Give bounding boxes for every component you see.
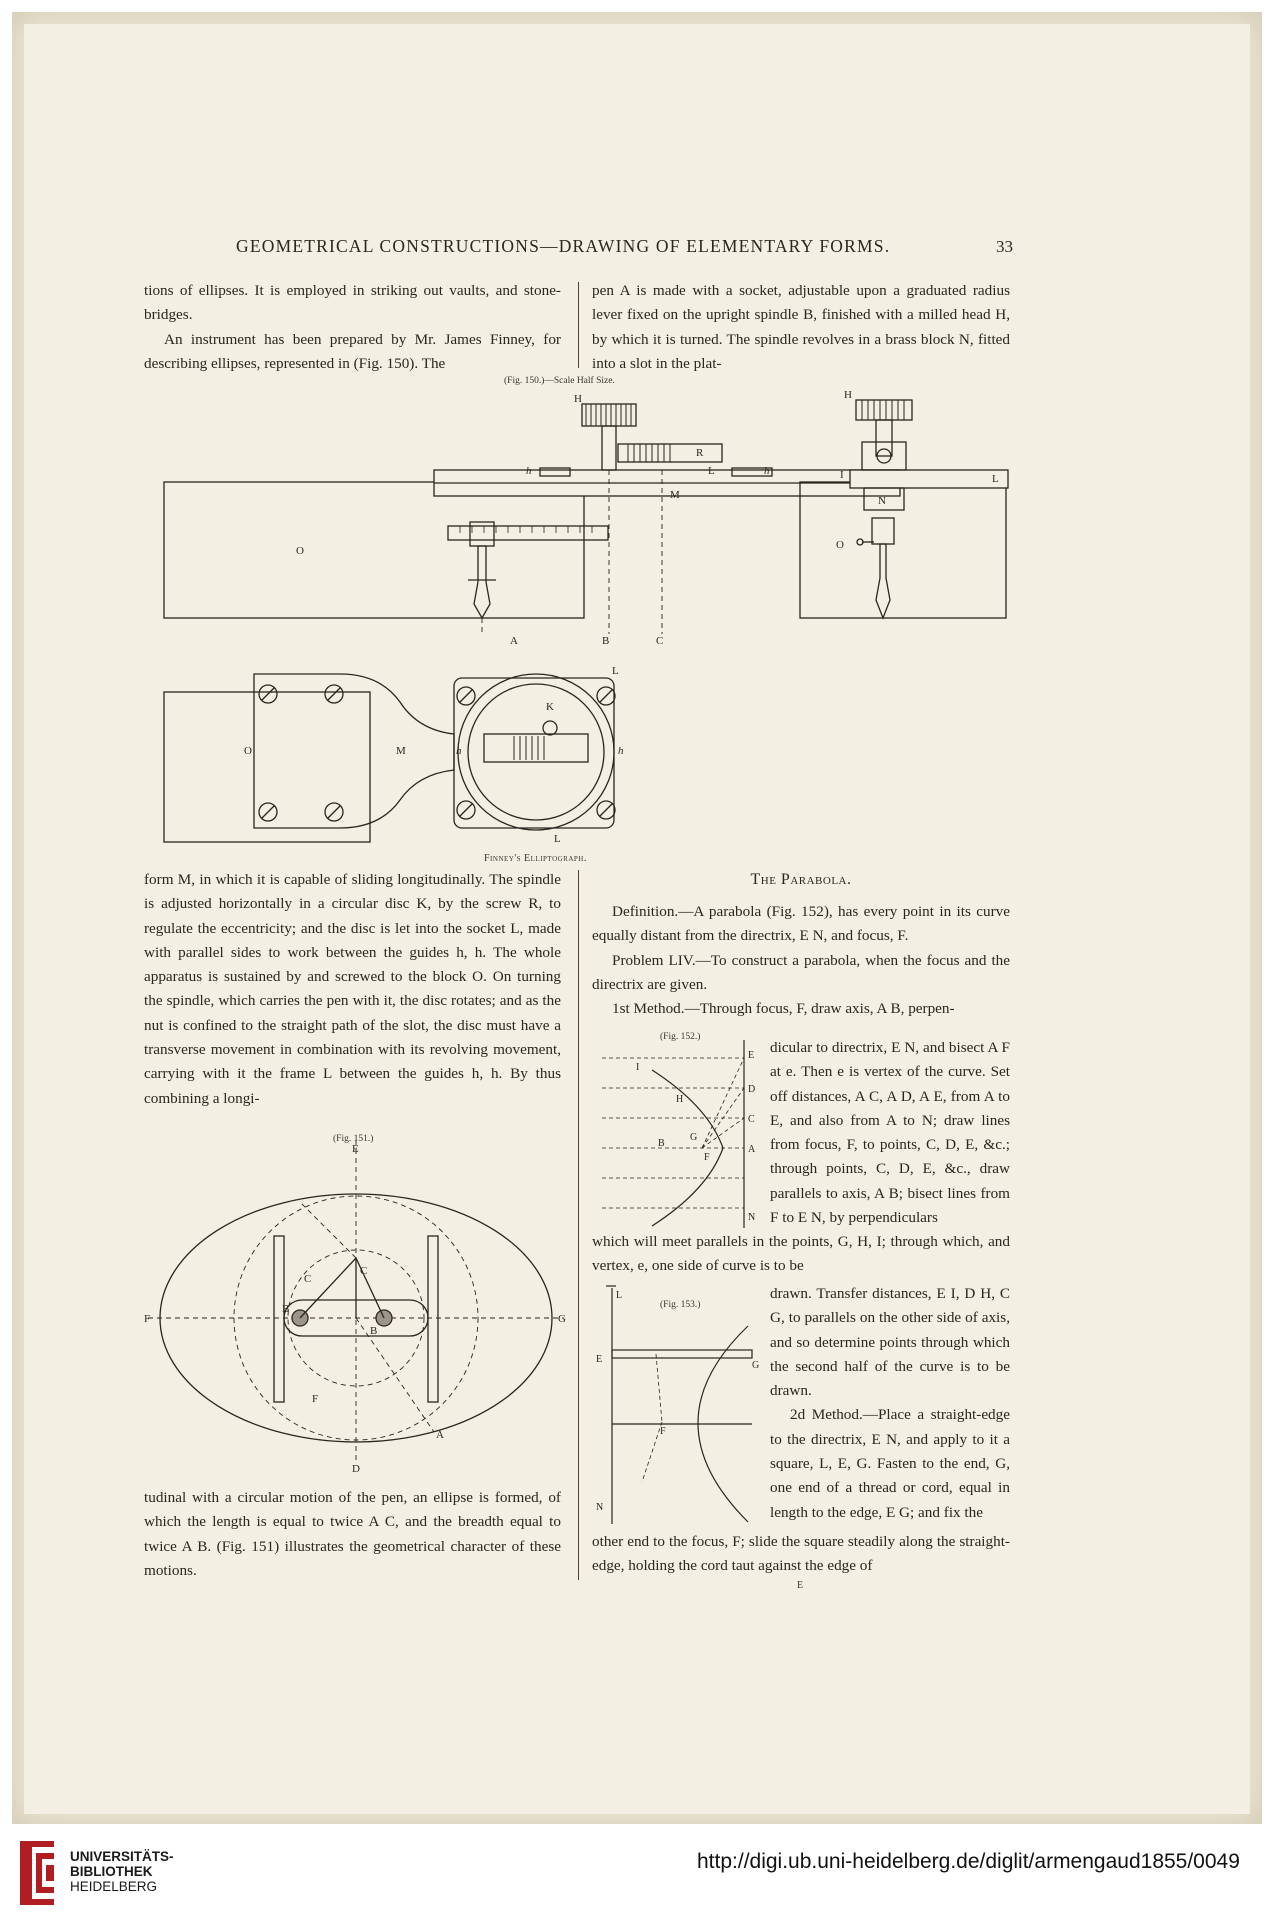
fig151-label-a: A [436,1429,444,1441]
left-column-para-1: form M, in which it is capable of sliding longitudinally. The spindle is adjusted horizontally in a circular disc K, by the screw R, to regulate the eccentricity; and the disc is let into the socket L, made with parallel sides to work between the guides h, h. The whole apparatus is sustained by and screwed to the block O. On turning the spindle, which carries the pen with it, the disc rotates; and as the nut is confined to the straight path of the slot, the disc must have a transverse movement in combination with its revolving movement, carrying with it the frame L between the guides h, h. By thus combining a longi- [144,871,561,1107]
fig150-label-i: I [840,469,844,481]
fig150-label-o-side: O [296,545,304,557]
fig150-socket-end [872,518,894,544]
fig151-guide-left [274,1236,284,1402]
fig152-label-i: I [636,1062,640,1073]
library-logo-icon [18,1839,58,1909]
fig152-label-f: F [704,1152,710,1163]
fig150-title: Finney's Elliptograph. [484,853,587,864]
fig150-block-o-end [800,482,1006,618]
fig151-label-c-lower: C [304,1273,312,1285]
fig151-guide-right [428,1236,438,1402]
page-number: 33 [996,237,1013,256]
fig150-label-h-left: H [574,393,582,405]
fig152-caption: (Fig. 152.) [660,1032,701,1042]
fig150-disc-k [458,674,614,830]
fig153-parabola-square-method [592,1282,764,1524]
problem-liv: Problem LIV.—To construct a parabola, when the focus and the directrix are given. [592,951,1010,993]
fig150-label-r: R [696,447,704,459]
top-left-column [144,279,561,376]
fig150-elliptograph-drawing [150,382,1020,852]
fig151-crank [300,1258,384,1318]
fig153-label-l: L [616,1290,623,1301]
fig152-label-e: E [748,1050,755,1061]
fig152-label-a: A [748,1144,756,1155]
fig150-label-b: B [602,635,610,647]
method1-lead: 1st Method.—Through focus, F, draw axis, A B, perpen- [612,1000,955,1018]
method2-side-text: 2d Method.—Place a straight-edge to the directrix, E N, and apply to it a square, L, E, G. Fasten to the end, G, one end of a thread or cord, equal in length to the edge, E G; and fix the [770,1406,1010,1521]
column-rule-top [578,282,579,368]
fig152-parabola-construction [592,1040,768,1228]
fig150-spindle-end [876,420,892,456]
fig151-caption: (Fig. 151.) [333,1134,374,1144]
source-url-link[interactable]: http://digi.ub.uni-heidelberg.de/diglit/armengaud1855/0049 [697,1850,1240,1873]
fig150-milled-head [582,404,636,426]
right-column-definition: Definition.—A parabola (Fig. 152), has every point in its curve equally distant from the directrix, E N, and focus, F. Problem LIV.—To construct a parabola, when the focus and the directrix are given. 1st Method.—Through focus, F, draw axis, A B, perpen- [592,900,1010,1021]
fig152-label-g: G [690,1132,698,1143]
fig150-label-o-plan: O [244,745,252,757]
top-right-para: pen A is made with a socket, adjustable upon a graduated radius lever fixed on the upright spindle B, finished with a milled head H, by which it is turned. The spindle revolves in a brass block N, fitted into a slot in the plat- [592,282,1010,372]
fig151-label-f: F [144,1313,151,1325]
fig150-pen-end [876,544,890,618]
fig150-label-m: M [670,489,680,501]
fig150-label-m-plan: M [396,745,406,757]
fig150-pen-a [474,546,490,618]
fig150-label-h-right: H [844,389,852,401]
fig150-label-h-small-left: h [526,465,532,477]
fig150-spindle [602,426,616,470]
signature-mark: E [797,1580,804,1591]
fig151-label-b2: B [370,1325,378,1337]
method1-side-text: dicular to directrix, E N, and bisect A F at e. Then e is vertex of the curve. Set off distances, A C, A D, A E, from A to E, and also from A to N; draw lines from focus, F, to points, C, D, E, &c.; through points, C, D, E, &c., draw parallels to axis, A B; bisect lines from F to E N, by perpendiculars [770,1039,1010,1227]
fig150-frame-m-plan [254,674,454,828]
fig150-label-k: K [546,701,554,713]
fig150-label-l-end: L [992,473,999,485]
fig150-caption: (Fig. 150.)—Scale Half Size. [504,376,615,386]
fig150-block-o-side [164,482,584,618]
fig151-ellipse-diagram [144,1140,564,1476]
fig153-square-edge [612,1350,752,1358]
fig151-label-b: B [282,1303,290,1315]
section-title-parabola: The Parabola. [750,871,852,888]
left-column-para-2: tudinal with a circular motion of the pen, an ellipse is formed, of which the length is equal to twice A C, and the breadth equal to twice A B. (Fig. 151) illustrates the geometrical character of these motions. [144,1489,561,1579]
fig150-label-h-plan-right: h [618,745,624,757]
fig150-label-l-plan-top: L [612,665,619,677]
fig153-label-n: N [596,1502,604,1513]
column-rule-bottom [578,870,579,1580]
fig150-label-l: L [708,465,715,477]
fig150-label-h-plan-left: h [456,745,462,757]
fig151-label-d: D [352,1463,360,1475]
running-title: GEOMETRICAL CONSTRUCTIONS—DRAWING OF ELEMENTARY FORMS. [236,236,891,256]
fig150-label-l-plan-bottom: L [554,833,561,845]
fig151-label-c-upper: C [360,1265,368,1277]
fig151-label-e: E [352,1143,359,1155]
method1-side2-text: drawn. Transfer distances, E I, D H, C G, to parallels on the other side of axis, and so determine points through which the second half of the curve is to be drawn. 2d Method.—Place a straight-edge to the directrix, E N, and apply to it a square, L, E, G. Fasten to the end, G, one end of a thread or cord, equal in length to the edge, E G; and fix the [770,1282,1010,1525]
fig153-caption: (Fig. 153.) [660,1300,701,1310]
fig152-label-d: D [748,1084,756,1095]
top-left-para-1: tions of ellipses. It is employed in striking out vaults, and stone-bridges. [144,282,561,324]
fig152-label-c: C [748,1114,755,1125]
fig150-label-o-end: O [836,539,844,551]
fig150-label-h-small-right: h [764,465,770,477]
fig153-label-f: F [660,1426,666,1437]
fig153-label-e: E [596,1354,603,1365]
method1-continued: which will meet parallels in the points, G, H, I; through which, and vertex, e, one side of curve is to be [592,1233,1010,1275]
fig152-label-n: N [748,1212,756,1223]
fig151-label-g: G [558,1313,566,1325]
top-right-column [592,279,1010,376]
fig150-label-n: N [878,495,886,507]
fig150-label-a: A [510,635,518,647]
fig153-label-g: G [752,1360,760,1371]
library-name: UNIVERSITÄTS- BIBLIOTHEK HEIDELBERG [70,1849,174,1894]
fig150-slot-plan [484,734,588,762]
fig150-label-c: C [656,635,664,647]
top-left-para-2: An instrument has been prepared by Mr. James Finney, for describing ellipses, represented in (Fig. 150). The [144,330,561,372]
fig150-frame-end [850,470,1008,488]
method2-continued: other end to the focus, F; slide the square steadily along the straight-edge, holding the cord taut against the edge of [592,1533,1010,1575]
footer-bar [0,1826,1274,1923]
fig152-label-h: H [676,1094,684,1105]
fig151-label-f2: F [312,1393,319,1405]
fig152-label-b: B [658,1138,665,1149]
